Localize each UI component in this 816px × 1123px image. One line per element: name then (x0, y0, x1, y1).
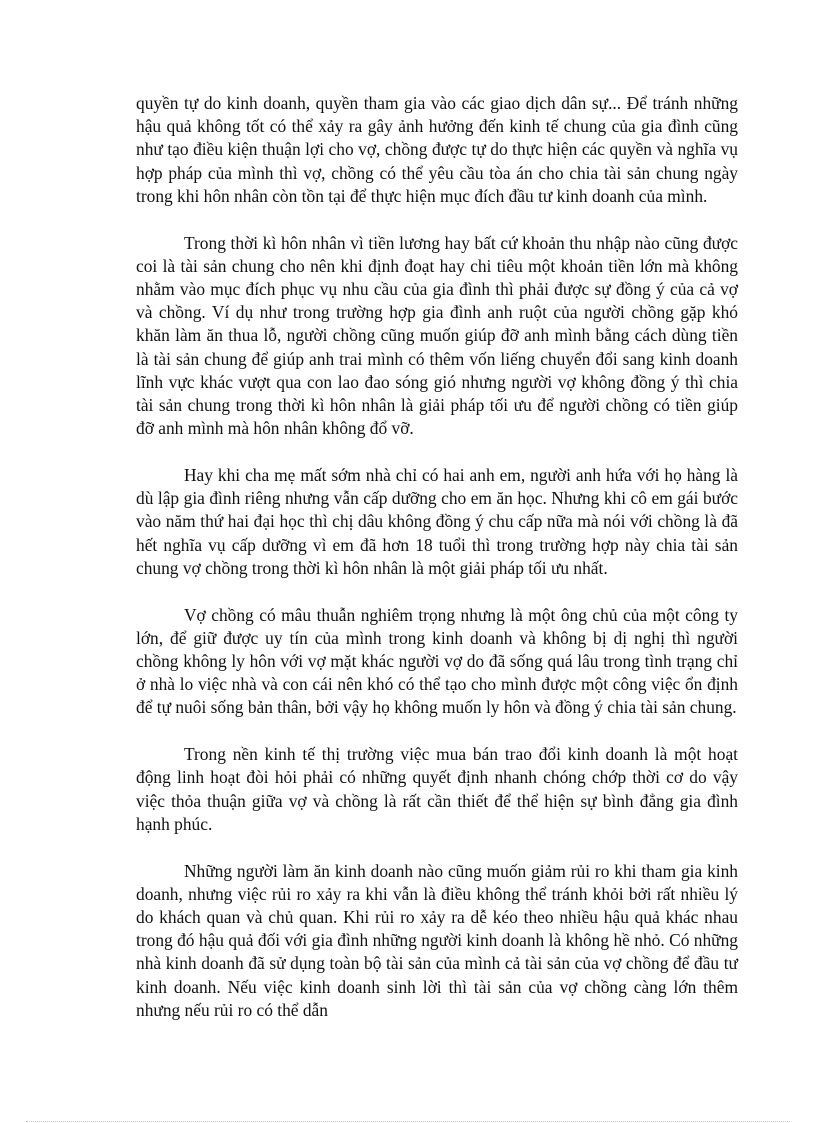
paragraph-4: Vợ chồng có mâu thuẫn nghiêm trọng nhưng là một ông chủ của một công ty lớn, để giữ được uy tín của mình trong kinh doanh và không bị dị nghị thì người chồng không ly hôn với vợ mặt khác người vợ do đã sống quá lâu trong tình trạng chỉ ở nhà lo việc nhà và con cái nên khó có thể tạo cho mình được một công việc ổn định để tự nuôi sống bản thân, bởi vậy họ không muốn ly hôn và đồng ý chia tài sản chung. (136, 604, 738, 718)
paragraph-3: Hay khi cha mẹ mất sớm nhà chỉ có hai anh em, người anh hứa với họ hàng là dù lập gia đình riêng nhưng vẫn cấp dưỡng cho em ăn học. Nhưng khi cô em gái bước vào năm thứ hai đại học thì chị dâu không đồng ý chu cấp nữa mà nói với chồng là đã hết nghĩa vụ cấp dưỡng vì em đã hơn 18 tuổi thì trong trường hợp này chia tài sản chung vợ chồng trong thời kì hôn nhân là một giải pháp tối ưu nhất. (136, 465, 738, 578)
paragraph-6: Những người làm ăn kinh doanh nào cũng muốn giảm rủi ro khi tham gia kinh doanh, nhưng việc rủi ro xảy ra khi vẫn là điều không thể tránh khỏi bởi rất nhiều lý do khách quan và chủ quan. Khi rủi ro xảy ra dễ kéo theo nhiều hậu quả khác nhau trong đó hậu quả đối với gia đình những người kinh doanh là không hề nhỏ. Có những nhà kinh doanh đã sử dụng toàn bộ tài sản của mình cả tài sản của vợ chồng để đầu tư kinh doanh. Nếu việc kinh doanh sinh lời thì tài sản của vợ chồng càng lớn thêm nhưng nếu rủi ro có thể dẫn (136, 860, 738, 1020)
paragraph-2: Trong thời kì hôn nhân vì tiền lương hay bất cứ khoản thu nhập nào cũng được coi là tài sản chung cho nên khi định đoạt hay chi tiêu một khoản tiền lớn mà không nhằm vào mục đích phục vụ nhu cầu của gia đình thì phải được sự đồng ý của cả vợ và chồng. Ví dụ như trong trường hợp gia đình anh ruột của người chồng gặp khó khăn làm ăn thua lỗ, người chồng cũng muốn giúp đỡ anh mình bằng cách dùng tiền là tài sản chung để giúp anh trai mình có thêm vốn liếng chuyển đổi sang kinh doanh lĩnh vực khác vượt qua con lao đao sóng gió nhưng người vợ không đồng ý thì chia tài sản chung trong thời kì hôn nhân là giải pháp tối ưu để người chồng có tiền giúp đỡ anh mình mà hôn nhân không đổ vỡ. (136, 232, 738, 439)
page-bottom-divider (26, 1121, 790, 1122)
paragraph-5: Trong nền kinh tế thị trường việc mua bán trao đổi kinh doanh là một hoạt động linh hoạt đòi hỏi phải có những quyết định nhanh chóng chớp thời cơ do vậy việc thỏa thuận giữa vợ và chồng là rất cần thiết để thể hiện sự bình đẳng gia đình hạnh phúc. (136, 744, 738, 834)
document-body (136, 92, 738, 1046)
paragraph-1: quyền tự do kinh doanh, quyền tham gia vào các giao dịch dân sự... Để tránh những hậu quả không tốt có thể xảy ra gây ảnh hưởng đến kinh tế chung của gia đình cũng như tạo điều kiện thuận lợi cho vợ, chồng được tự do thực hiện các quyền và nghĩa vụ hợp pháp của mình thì vợ, chồng có thể yêu cầu tòa án cho chia tài sản chung ngày trong khi hôn nhân còn tồn tại để thực hiện mục đích đầu tư kinh doanh của mình. (136, 93, 738, 206)
